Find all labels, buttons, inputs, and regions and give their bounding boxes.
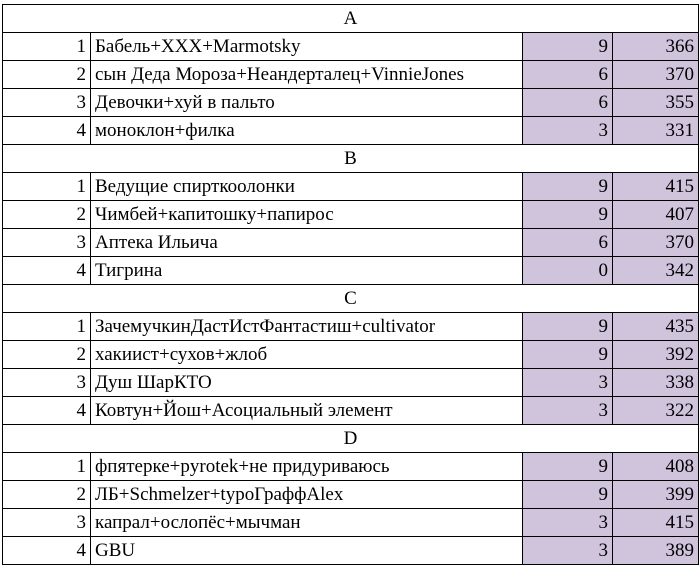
team-name-cell[interactable]: Аптека Ильича bbox=[91, 229, 523, 257]
total-cell[interactable]: 366 bbox=[613, 33, 699, 61]
total-cell[interactable]: 370 bbox=[613, 61, 699, 89]
team-name-cell[interactable]: капрал+ослопёс+мычман bbox=[91, 509, 523, 537]
table-row bbox=[3, 229, 699, 257]
team-name-cell[interactable]: фпятерке+pyrotek+не придуриваюсь bbox=[91, 453, 523, 481]
team-name-cell[interactable]: моноклон+филка bbox=[91, 117, 523, 145]
row-number-cell[interactable]: 1 bbox=[3, 173, 91, 201]
score-cell[interactable]: 3 bbox=[523, 369, 613, 397]
standings-table-body bbox=[3, 5, 699, 565]
score-cell[interactable]: 9 bbox=[523, 481, 613, 509]
team-name-cell[interactable]: Ковтун+Йош+Асоциальный элемент bbox=[91, 397, 523, 425]
group-label[interactable]: C bbox=[3, 285, 699, 313]
score-cell[interactable]: 6 bbox=[523, 61, 613, 89]
row-number-cell[interactable]: 2 bbox=[3, 481, 91, 509]
team-name-cell[interactable]: GBU bbox=[91, 537, 523, 565]
team-name-cell[interactable]: Ведущие спирткоолонки bbox=[91, 173, 523, 201]
team-name-cell[interactable]: ЗачемучкинДастИстФантастиш+cultivator bbox=[91, 313, 523, 341]
group-label[interactable]: B bbox=[3, 145, 699, 173]
total-cell[interactable]: 355 bbox=[613, 89, 699, 117]
score-cell[interactable]: 9 bbox=[523, 313, 613, 341]
score-cell[interactable]: 3 bbox=[523, 397, 613, 425]
score-cell[interactable]: 0 bbox=[523, 257, 613, 285]
group-label[interactable]: D bbox=[3, 425, 699, 453]
team-name-cell[interactable]: сын Деда Мороза+Неандерталец+VinnieJones bbox=[91, 61, 523, 89]
total-cell[interactable]: 322 bbox=[613, 397, 699, 425]
table-row bbox=[3, 341, 699, 369]
total-cell[interactable]: 338 bbox=[613, 369, 699, 397]
table-row bbox=[3, 397, 699, 425]
total-cell[interactable]: 407 bbox=[613, 201, 699, 229]
table-row bbox=[3, 537, 699, 565]
total-cell[interactable]: 370 bbox=[613, 229, 699, 257]
total-cell[interactable]: 435 bbox=[613, 313, 699, 341]
score-cell[interactable]: 9 bbox=[523, 173, 613, 201]
team-name-cell[interactable]: Бабель+XXX+Marmotsky bbox=[91, 33, 523, 61]
group-header-row bbox=[3, 425, 699, 453]
score-cell[interactable]: 9 bbox=[523, 453, 613, 481]
row-number-cell[interactable]: 4 bbox=[3, 117, 91, 145]
row-number-cell[interactable]: 4 bbox=[3, 257, 91, 285]
total-cell[interactable]: 415 bbox=[613, 173, 699, 201]
score-cell[interactable]: 9 bbox=[523, 33, 613, 61]
team-name-cell[interactable]: Тигрина bbox=[91, 257, 523, 285]
table-row bbox=[3, 313, 699, 341]
team-name-cell[interactable]: хакиист+сухов+жлоб bbox=[91, 341, 523, 369]
row-number-cell[interactable]: 1 bbox=[3, 453, 91, 481]
group-label[interactable]: A bbox=[3, 5, 699, 33]
score-cell[interactable]: 3 bbox=[523, 537, 613, 565]
row-number-cell[interactable]: 4 bbox=[3, 537, 91, 565]
team-name-cell[interactable]: Девочки+хуй в пальто bbox=[91, 89, 523, 117]
table-row bbox=[3, 201, 699, 229]
group-header-row bbox=[3, 5, 699, 33]
table-row bbox=[3, 369, 699, 397]
table-row bbox=[3, 117, 699, 145]
table-row bbox=[3, 257, 699, 285]
group-header-row bbox=[3, 145, 699, 173]
row-number-cell[interactable]: 3 bbox=[3, 369, 91, 397]
group-header-row bbox=[3, 285, 699, 313]
table-row bbox=[3, 481, 699, 509]
table-row bbox=[3, 61, 699, 89]
row-number-cell[interactable]: 1 bbox=[3, 33, 91, 61]
table-row bbox=[3, 173, 699, 201]
row-number-cell[interactable]: 3 bbox=[3, 509, 91, 537]
team-name-cell[interactable]: ЛБ+Schmelzer+tyроГраффAlex bbox=[91, 481, 523, 509]
table-row bbox=[3, 509, 699, 537]
total-cell[interactable]: 331 bbox=[613, 117, 699, 145]
table-row bbox=[3, 89, 699, 117]
total-cell[interactable]: 389 bbox=[613, 537, 699, 565]
score-cell[interactable]: 3 bbox=[523, 117, 613, 145]
table-row bbox=[3, 33, 699, 61]
score-cell[interactable]: 3 bbox=[523, 509, 613, 537]
total-cell[interactable]: 408 bbox=[613, 453, 699, 481]
row-number-cell[interactable]: 1 bbox=[3, 313, 91, 341]
total-cell[interactable]: 392 bbox=[613, 341, 699, 369]
score-cell[interactable]: 6 bbox=[523, 89, 613, 117]
row-number-cell[interactable]: 4 bbox=[3, 397, 91, 425]
row-number-cell[interactable]: 2 bbox=[3, 341, 91, 369]
row-number-cell[interactable]: 3 bbox=[3, 89, 91, 117]
row-number-cell[interactable]: 2 bbox=[3, 201, 91, 229]
row-number-cell[interactable]: 2 bbox=[3, 61, 91, 89]
total-cell[interactable]: 399 bbox=[613, 481, 699, 509]
total-cell[interactable]: 342 bbox=[613, 257, 699, 285]
standings-table bbox=[2, 4, 699, 565]
score-cell[interactable]: 6 bbox=[523, 229, 613, 257]
score-cell[interactable]: 9 bbox=[523, 201, 613, 229]
table-row bbox=[3, 453, 699, 481]
total-cell[interactable]: 415 bbox=[613, 509, 699, 537]
score-cell[interactable]: 9 bbox=[523, 341, 613, 369]
team-name-cell[interactable]: Душ ШарКТО bbox=[91, 369, 523, 397]
team-name-cell[interactable]: Чимбей+капитошку+папирос bbox=[91, 201, 523, 229]
row-number-cell[interactable]: 3 bbox=[3, 229, 91, 257]
